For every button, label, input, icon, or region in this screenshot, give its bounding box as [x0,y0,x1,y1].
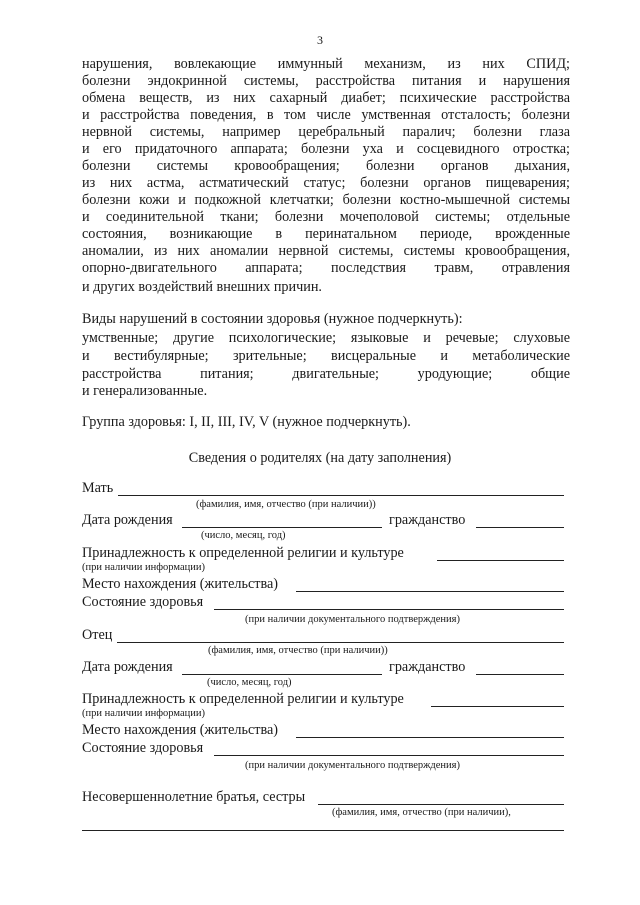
father-religion-field[interactable] [431,706,564,707]
mother-doc-hint: (при наличии документального подтверждения) [245,614,460,625]
siblings-field-continued[interactable] [82,830,564,831]
paragraph-line: и его придаточного аппарата; болезни уха и сосцевидного отростка; [82,141,570,157]
mother-health-label: Состояние здоровья [82,594,204,610]
health-group: Группа здоровья: I, II, III, IV, V (нужное подчеркнуть). [82,414,411,430]
siblings-field[interactable] [318,804,564,805]
violations-line: и вестибулярные; зрительные; висцеральные и метаболические [82,348,570,364]
father-name-field[interactable] [117,642,564,643]
mother-date-hint: (число, месяц, год) [201,530,286,541]
paragraph-line: и расстройства поведения, в том числе умственная отсталость; болезни [82,107,570,123]
mother-birth-field[interactable] [182,527,382,528]
paragraph-line: и соединительной ткани; болезни мочеполовой системы; отдельные [82,209,570,225]
father-label: Отец [82,627,113,643]
paragraph-line: и других воздействий внешних причин. [82,279,322,295]
mother-health-field[interactable] [214,609,564,610]
siblings-label: Несовершеннолетние братья, сестры [82,789,306,805]
father-date-hint: (число, месяц, год) [207,677,292,688]
paragraph-line: нервной системы, например церебральный паралич; болезни глаза [82,124,570,140]
mother-religion-field[interactable] [437,560,564,561]
paragraph-line: обмена веществ, из них сахарный диабет; психические расстройства [82,90,570,106]
mother-location-field[interactable] [296,591,564,592]
father-citizenship-label: гражданство [389,659,466,675]
paragraph-line: нарушения, вовлекающие иммунный механизм, из них СПИД; [82,56,570,72]
paragraph-line: из них астма, астматический статус; болезни органов пищеварения; [82,175,570,191]
paragraph-line: аномалии, из них аномалии нервной системы, системы кровообращения, [82,243,570,259]
page-number: 3 [317,33,323,47]
father-health-field[interactable] [214,755,564,756]
siblings-name-hint: (фамилия, имя, отчество (при наличии), [332,807,511,818]
violations-line: и генерализованные. [82,383,208,399]
mother-citizenship-field[interactable] [476,527,564,528]
mother-birth-label: Дата рождения [82,512,173,528]
father-info-hint: (при наличии информации) [82,708,205,719]
mother-name-field[interactable] [118,495,564,496]
paragraph-line: болезни эндокринной системы, расстройства питания и нарушения [82,73,570,89]
mother-info-hint: (при наличии информации) [82,562,205,573]
mother-location-label: Место нахождения (жительства) [82,576,278,592]
mother-name-hint: (фамилия, имя, отчество (при наличии)) [196,499,376,510]
mother-label: Мать [82,480,114,496]
father-health-label: Состояние здоровья [82,740,204,756]
paragraph-line: болезни системы кровообращения; болезни органов дыхания, [82,158,570,174]
father-birth-field[interactable] [182,674,382,675]
father-doc-hint: (при наличии документального подтверждения) [245,760,460,771]
father-location-label: Место нахождения (жительства) [82,722,278,738]
violations-line: расстройства питания; двигательные; уродующие; общие [82,366,570,382]
violations-line: умственные; другие психологические; языковые и речевые; слуховые [82,330,570,346]
paragraph-line: состояния, возникающие в перинатальном периоде, врожденные [82,226,570,242]
father-name-hint: (фамилия, имя, отчество (при наличии)) [208,645,388,656]
father-citizenship-field[interactable] [476,674,564,675]
mother-religion-label: Принадлежность к определенной религии и культуре [82,545,404,561]
violations-title: Виды нарушений в состоянии здоровья (нужное подчеркнуть): [82,311,463,327]
father-birth-label: Дата рождения [82,659,173,675]
mother-citizenship-label: гражданство [389,512,466,528]
parents-heading: Сведения о родителях (на дату заполнения) [188,450,452,466]
father-location-field[interactable] [296,737,564,738]
paragraph-line: опорно-двигательного аппарата; последствия травм, отравления [82,260,570,276]
paragraph-line: болезни кожи и подкожной клетчатки; болезни костно-мышечной системы [82,192,570,208]
father-religion-label: Принадлежность к определенной религии и культуре [82,691,404,707]
